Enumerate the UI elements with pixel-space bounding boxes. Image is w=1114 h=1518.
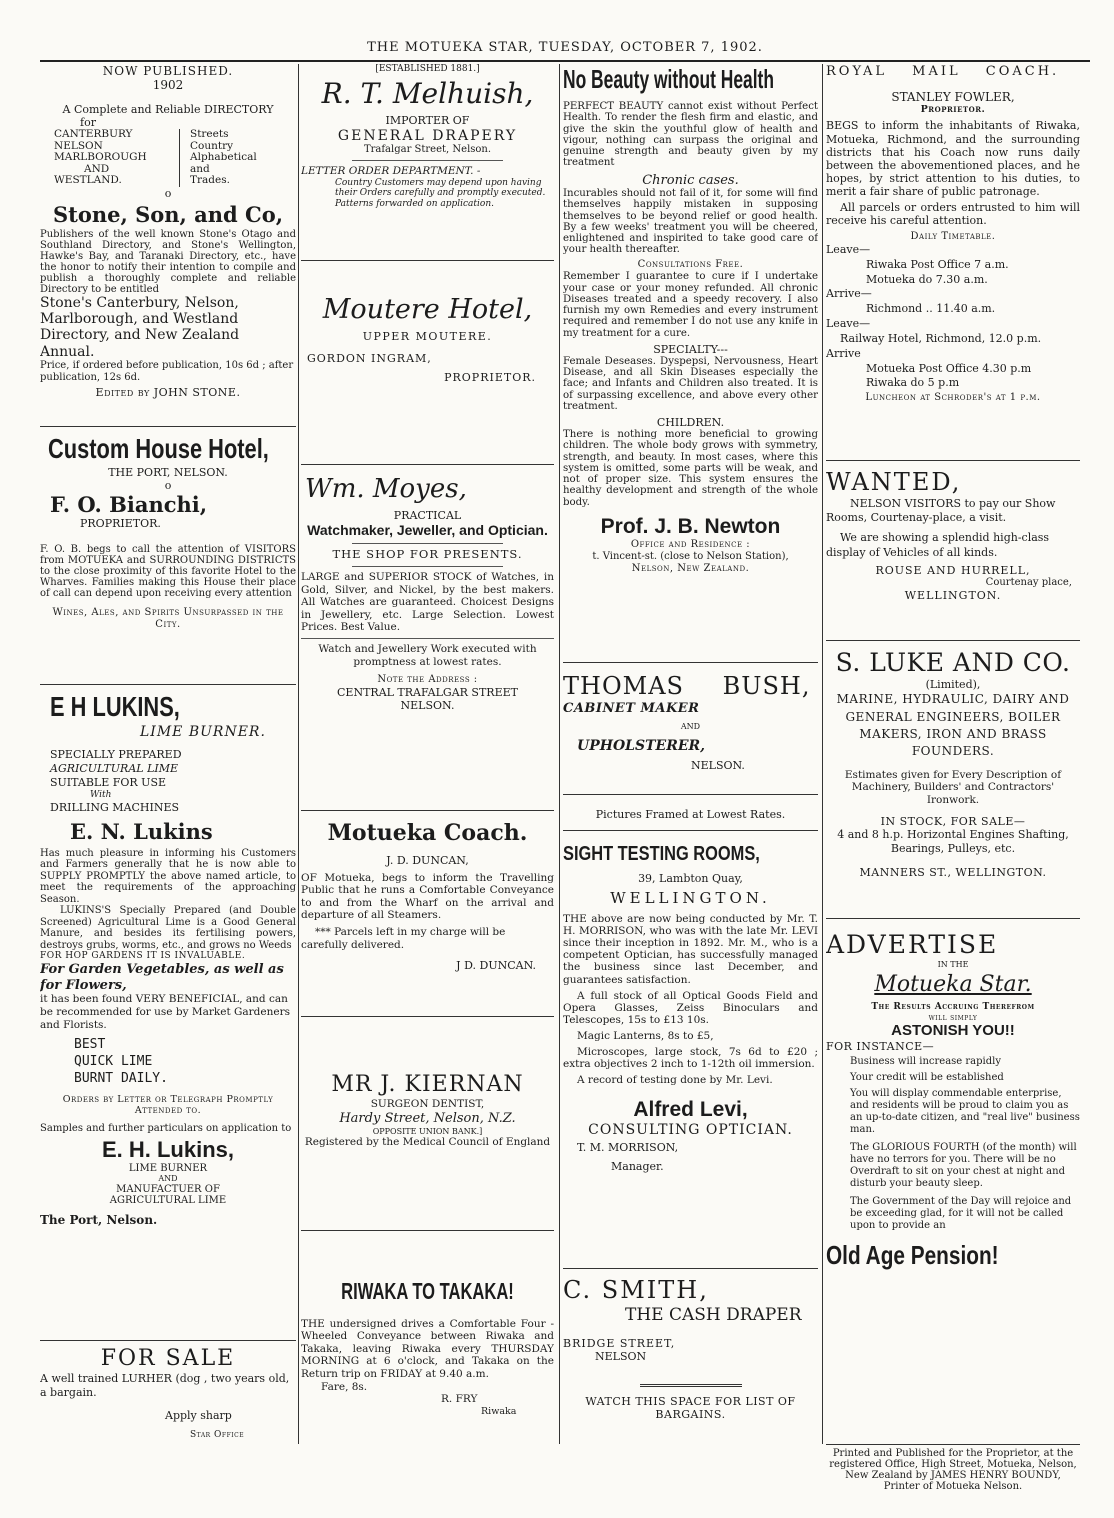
mail-time: Richmond .. 11.40 a.m. — [866, 302, 996, 316]
kiernan-address: Hardy Street, Nelson, N.Z. — [339, 1110, 516, 1126]
lukins-sig: AGRICULTURAL LIME — [109, 1195, 227, 1207]
moyes-city: NELSON. — [400, 699, 455, 713]
lukins-sig: AND — [158, 1174, 178, 1184]
kiernan-name: MR J. KIERNAN — [331, 1072, 524, 1097]
newton-office: Office and Residence : — [630, 538, 751, 550]
feature: Alphabetical — [190, 151, 257, 164]
coach-body: OF Motueka, begs to inform the Travelling Public that he runs a Comfortable Conveyance to and from the Wharf on the arrival and departure of all Steamers. — [301, 871, 554, 922]
directory-body: Publishers of the well known Stone's Otago and Southland Directory, and Stone's Wellington, Hawke's Bay, and Taranaki Directory, etc., have the honor to notify their intention to compile and publish a thoroughly complete and reliable Directory to be entitled — [40, 229, 296, 296]
levi-title: CONSULTING OPTICIAN. — [588, 1121, 793, 1138]
bush-trade-2: UPHOLSTERER, — [577, 737, 706, 754]
rule — [40, 684, 296, 685]
hotel-body: F. O. B. begs to call the attention of VISITORS from MOTUEKA and SURROUNDING DISTRICTS to the close proximity of this favorite Hotel to the Wharves. Families making this House their place of call can depend upon receiving every attention — [40, 544, 296, 600]
feature: Country — [190, 139, 234, 152]
printed-imprint — [826, 1448, 1080, 1518]
moyes-name: Wm. Moyes, — [305, 474, 467, 504]
mail-arrive: Arrive— — [826, 287, 872, 301]
melhuish-body: Country Customers may depend upon having their Orders carefully and promptly executed. Patterns forwarded on application. — [335, 177, 546, 209]
lukins-trade: LIME BURNER. — [140, 723, 266, 740]
bush-name: THOMAS BUSH, — [563, 672, 811, 700]
advertise-line: Business will increase rapidly — [850, 1055, 1001, 1067]
melhuish-address: Trafalgar Street, Nelson. — [363, 144, 492, 156]
region: MARLBOROUGH — [54, 151, 147, 164]
coach-ad — [301, 820, 554, 1020]
newton-chronic: Chronic cases. — [642, 172, 739, 188]
rule — [826, 460, 1080, 461]
kiernan-opposite: OPPOSITE UNION BANK.] — [372, 1126, 483, 1136]
printed-text: Printed and Published for the Proprietor, at the registered Office, High Street, Motueka, Nelson, New Zealand by JAMES HENRY BOUNDY, Printer of Motueka Nelson. — [829, 1448, 1077, 1492]
lukins-orders: Orders by Letter or Telegraph Promptly Attended to. — [62, 1093, 274, 1117]
proprietor-name: F. O. Bianchi, — [50, 491, 208, 517]
wanted-body-1: NELSON VISITORS to pay our Show Rooms, Courtenay-place, a visit. — [826, 496, 1056, 525]
sight-ad — [563, 842, 818, 1282]
mail-time: Motueka Post Office 4.30 p.m — [866, 361, 1032, 375]
sight-address: 39, Lambton Quay, — [638, 872, 743, 885]
newton-title: No Beauty without Health — [563, 64, 774, 94]
kiernan-ad — [301, 1072, 554, 1232]
moyes-note: Note the Address : — [377, 674, 478, 686]
newton-consult: Consultations Free. — [637, 259, 744, 271]
smith-address: BRIDGE STREET, — [563, 1337, 676, 1351]
luke-engines: 4 and 8 h.p. Horizontal Engines Shafting, Bearings, Pulleys, etc. — [837, 827, 1069, 856]
mail-lunch: Luncheon at Schroder's at 1 p.m. — [865, 392, 1041, 404]
rule — [352, 566, 504, 567]
moyes-body: LARGE and SUPERIOR STOCK of Watches, in Gold, Silver, and Nickel, by the best makers. All Watches are guaranteed. Choicest Designs in Jewellery, etc. Large Selection. Lowest Prices. Best Value. — [301, 570, 554, 634]
lukins-best: BEST — [74, 1037, 106, 1053]
custom-house-ad — [40, 432, 296, 682]
newton-body-1: PERFECT BEAUTY cannot exist without Perfect Health. To render the flesh firm and elastic, and give the skin the youthful glow of health and vigour, nothing can surpass the original and genuine strength and beauty given by my treatment — [563, 101, 818, 169]
luke-trades: MARINE, HYDRAULIC, DAIRY AND GENERAL ENGINEERS, BOILER MAKERS, IRON AND BRASS FOUNDERS. — [836, 692, 1070, 759]
luke-address: MANNERS ST., WELLINGTON. — [859, 866, 1047, 880]
riwaka-ad — [301, 1278, 554, 1448]
riwaka-body: THE undersigned drives a Comfortable Four - Wheeled Conveyance between Riwaka and Takaka, leaving Riwaka every THURSDAY MORNING at 6 o'clock, and Takaka on the Return trip on FRIDAY at 9.40 a.m. — [301, 1317, 554, 1380]
riwaka-sig: R. FRY — [441, 1393, 478, 1406]
established: [ESTABLISHED 1881.] — [375, 64, 480, 74]
wanted-title: WANTED, — [826, 468, 962, 496]
hotel-name: Custom House Hotel, — [48, 433, 269, 464]
lukins-line: DRILLING MACHINES — [50, 800, 180, 814]
moyes-address: CENTRAL TRAFALGAR STREET — [337, 686, 518, 700]
luke-limited: (Limited), — [925, 678, 981, 691]
advertise-title: ADVERTISE — [826, 930, 999, 959]
advertise-in-the: IN THE — [937, 960, 969, 969]
advertise-paper: Motueka Star. — [874, 971, 1032, 997]
sight-body-2: A full stock of all Optical Goods Field and Opera Glasses, Zeiss Binoculars and Telescopes, 15s to £13 10s. — [563, 989, 818, 1026]
for-sale-title: FOR SALE — [100, 1346, 236, 1371]
kiernan-registered: Registered by the Medical Council of England — [304, 1136, 551, 1149]
column-rule — [822, 64, 823, 1444]
mail-proprietor: Proprietor. — [920, 103, 986, 115]
column-rule — [559, 64, 560, 1444]
mail-timetable: Daily Timetable. — [910, 230, 996, 242]
divider: o — [164, 478, 172, 492]
coach-parcels: *** Parcels left in my charge will be carefully delivered. — [301, 925, 506, 951]
region: NELSON — [54, 139, 103, 152]
lukins-line: AGRICULTURAL LIME — [50, 762, 179, 776]
mail-title: ROYAL MAIL COACH. — [826, 64, 1060, 79]
newton-ad — [563, 64, 818, 654]
lukins-line: SUITABLE FOR USE — [50, 775, 167, 789]
bush-trade-1: CABINET MAKER — [563, 700, 700, 716]
luke-name: S. LUKE AND CO. — [835, 648, 1071, 677]
lukins-line: SPECIALLY PREPARED — [50, 748, 182, 762]
newton-city: Nelson, New Zealand. — [631, 562, 750, 574]
directory-editor: Edited by JOHN STONE. — [95, 385, 241, 399]
mail-owner: STANLEY FOWLER, — [891, 89, 1015, 104]
feature: Streets — [190, 128, 229, 141]
firm-name: Stone, Son, and Co, — [52, 202, 284, 228]
newton-name: Prof. J. B. Newton — [600, 514, 781, 538]
lukins-port: The Port, Nelson. — [40, 1212, 158, 1227]
divider: o — [164, 186, 172, 200]
coach-name: Motueka Coach. — [327, 820, 528, 846]
rule — [301, 638, 554, 639]
hotel-footer: Wines, Ales, and Spirits Unsurpassed in the City. — [52, 607, 284, 631]
rule — [301, 260, 554, 261]
lukins-name: E H LUKINS, — [50, 691, 180, 722]
rule — [563, 830, 818, 831]
mail-time: Riwaka Post Office 7 a.m. — [866, 257, 1009, 271]
lukins-hop: FOR HOP GARDENS IT IS INVALUABLE. — [40, 951, 246, 962]
directory-price: Price, if ordered before publication, 10s 6d ; after publication, 12s 6d. — [40, 359, 294, 383]
masthead: THE MOTUEKA STAR, TUESDAY, OCTOBER 7, 1902. — [367, 40, 763, 55]
advertise-line: The Government of the Day will rejoice and be exceeding glad, for it will not be called upon to provide an — [850, 1195, 1072, 1231]
wanted-ad — [826, 468, 1080, 638]
lukins-sig: MANUFACTUER OF — [116, 1183, 220, 1195]
advertise-line: The GLORIOUS FOURTH (of the month) will have no terrors for you. There will be no Overdraft to sit on your chest at night and disturb your beauty sleep. — [850, 1141, 1077, 1189]
bush-and: AND — [680, 722, 701, 732]
for-sale-body: A well trained LURHER (dog , two years old, a bargain. — [40, 1372, 290, 1399]
rule — [352, 543, 504, 544]
directory-ad — [40, 64, 296, 424]
mail-leave: Leave— — [826, 317, 871, 331]
region: CANTERBURY — [54, 128, 133, 141]
rule — [301, 1230, 554, 1231]
smith-ad — [563, 1276, 818, 1466]
bush-city: NELSON. — [691, 758, 745, 772]
sight-body-3: Magic Lanterns, 8s to £5, — [577, 1029, 714, 1042]
smith-watch: WATCH THIS SPACE FOR LIST OF BARGAINS. — [585, 1394, 796, 1421]
advertise-will: will simply — [928, 1012, 978, 1022]
melhuish-importer: IMPORTER OF — [385, 114, 470, 128]
for-sale-office: Star Office — [190, 1429, 245, 1440]
directory-title: Stone's Canterbury, Nelson, Marlborough, and Westland Directory, and New Zealand Annual. — [40, 295, 240, 360]
manager-label: Manager. — [611, 1159, 664, 1173]
newton-address: t. Vincent-st. (close to Nelson Station), — [592, 550, 789, 562]
sight-body-1: THE above are now being conducted by Mr. T. H. MORRISON, who was with the late Mr. LEVI since their inception in 1892. Mr. M., who is a competent Optician, has successfully managed the business since last December, and guarantees satisfaction. — [563, 913, 818, 986]
moutere-proprietor: PROPRIETOR. — [444, 370, 536, 384]
lukins-body-2: LUKINS'S Specially Prepared (and Double Screened) Agricultural Lime is a Good General Manure, and besides its fertilising powers, destroys grubs, worms, etc., and grows no Weeds — [40, 905, 296, 951]
moutere-owner: GORDON INGRAM, — [307, 351, 432, 365]
hotel-location: THE PORT, NELSON. — [108, 465, 228, 479]
rule — [40, 1340, 296, 1341]
mail-time: Motueka do 7.30 a.m. — [866, 272, 988, 286]
rule — [826, 918, 1080, 919]
wanted-body-2: We are showing a splendid high-class display of Vehicles of all kinds. — [826, 531, 1050, 559]
kiernan-title: SURGEON DENTIST, — [370, 1098, 485, 1111]
rule — [826, 640, 1080, 641]
luke-stock: IN STOCK, FOR SALE— — [880, 814, 1026, 828]
mail-body: BEGS to inform the inhabitants of Riwaka, Motueka, Richmond, and the surrounding districts that his Coach now runs daily between the abovementioned places, and he hopes, by strict attention to his duties, to merit a fair share of public patronage. — [826, 119, 1080, 199]
newton-body-4: Female Deseases. Dyspepsi, Nervousness, Heart Disease, and all Skin Diseases especially the face; and Infants and Children also treated. It is of surpassing excellence, and above every other treatment. — [563, 355, 818, 412]
rule — [826, 1444, 1080, 1445]
lukins-name-2: E. N. Lukins — [70, 818, 213, 844]
region: AND — [84, 162, 110, 175]
bush-pictures: Pictures Framed at Lowest Rates. — [595, 808, 786, 821]
moutere-location: UPPER MOUTERE. — [362, 330, 493, 344]
mail-time: Riwaka do 5 p.m — [866, 376, 960, 390]
directory-year: 1902 — [152, 78, 184, 93]
advertise-ad — [826, 930, 1080, 1440]
riwaka-place: Riwaka — [481, 1405, 517, 1417]
coach-owner: J. D. DUNCAN, — [386, 854, 469, 868]
rule — [352, 160, 504, 161]
rule — [563, 662, 818, 663]
advertise-line: Your credit will be established — [850, 1071, 1004, 1083]
rule — [563, 1268, 818, 1269]
for-sale-apply: Apply sharp — [165, 1408, 232, 1422]
luke-estimates: Estimates given for Every Description of Machinery, Builders' and Contractors' Ironwork. — [844, 768, 1062, 806]
lukins-garden-rest: it has been found VERY BENEFICIAL, and can be recommended for use by Market Gardeners and Florists. — [40, 993, 291, 1031]
lukins-samples: Samples and further particulars on application to — [40, 1122, 292, 1134]
moutere-name: Moutere Hotel, — [322, 294, 533, 325]
lukins-line: With — [90, 789, 112, 800]
mail-time: Railway Hotel, Richmond, 12.0 p.m. — [840, 331, 1042, 345]
newton-body-3: Remember I guarantee to cure if I undertake your case or your money refunded. All chronic Diseases treated and a speedy recovery. I also furnish my own Remedies and every instrument required and remember I do not use any knife in my treatment for a cure. — [563, 271, 818, 339]
sight-body-5: A record of testing done by Mr. Levi. — [577, 1074, 773, 1087]
feature: and — [190, 162, 210, 175]
melhuish-dept: LETTER ORDER DEPARTMENT. - — [301, 165, 481, 178]
rule — [563, 794, 818, 795]
moyes-shop: THE SHOP FOR PRESENTS. — [332, 547, 523, 562]
sight-body-4: Microscopes, large stock, 7s 6d to £20 ; extra objectives 2 inch to 1-12th oil immersion. — [563, 1046, 818, 1071]
riwaka-title: RIWAKA TO TAKAKA! — [341, 1278, 514, 1304]
proprietor-label: PROPRIETOR. — [80, 517, 161, 531]
bush-pictures-box — [563, 808, 818, 828]
moyes-ad — [301, 474, 554, 814]
advertise-results: The Results Accruing Therefrom — [871, 1001, 1035, 1012]
rule — [40, 426, 296, 427]
luke-ad — [826, 648, 1080, 908]
wanted-firm: ROUSE AND HURRELL, — [875, 563, 1031, 577]
now-published: NOW PUBLISHED. — [102, 64, 234, 78]
lukins-best: BURNT DAILY. — [74, 1070, 168, 1086]
lukins-body: Has much pleasure in informing his Customers and Farmers generally that he is now able to SUPPLY PROMPTLY the above named article, to meet the requirements of the approaching Season. — [40, 847, 296, 905]
moyes-practical: PRACTICAL — [393, 509, 462, 523]
coach-sig: J D. DUNCAN. — [456, 959, 536, 973]
directory-for: for — [80, 115, 96, 129]
sight-city: WELLINGTON. — [610, 889, 771, 908]
advertise-line: You will display commendable enterprise, and residents will be proud to claim you as an up-to-date citizen, and "real live" business man. — [850, 1087, 1080, 1135]
moutere-ad — [301, 294, 554, 464]
moyes-trade: Watchmaker, Jeweller, and Optician. — [307, 522, 548, 539]
rule — [301, 1016, 554, 1017]
melhuish-name: R. T. Melhuish, — [321, 76, 534, 110]
advertise-instance: FOR INSTANCE— — [826, 1040, 935, 1054]
newton-specialty: SPECIALTY--- — [653, 342, 728, 356]
newton-body-5: There is nothing more beneficial to growing children. The whole body grows with symmetry, strength, and beauty. In most cases, where this system is omitted, some parts will be weak, and not of proper size. This system ensures the healthy development and strength of the whole body. — [563, 429, 818, 508]
wanted-city: WELLINGTON. — [904, 589, 1002, 603]
smith-city: NELSON — [595, 1350, 647, 1364]
sight-title: SIGHT TESTING ROOMS, — [563, 843, 760, 865]
mail-coach-ad — [826, 64, 1080, 454]
lukins-best: QUICK LIME — [74, 1053, 153, 1069]
masthead-rule — [40, 60, 1090, 62]
directory-intro: A Complete and Reliable DIRECTORY — [62, 102, 274, 116]
region: WESTLAND. — [54, 174, 122, 187]
riwaka-fare: Fare, 8s. — [321, 1380, 368, 1393]
newton-body-2: Incurables should not fail of it, for some will find themselves happily mistaken in supposing themselves to be beyond relief or good health. By a few weeks' treatment you will be cheered, enlightened and inspirited to take good care of your health thereafter. — [563, 188, 818, 256]
levi-name: Alfred Levi, — [633, 1097, 748, 1121]
mail-leave: Leave— — [826, 242, 871, 256]
moyes-repair: Watch and Jewellery Work executed with promptness at lowest rates. — [318, 642, 537, 668]
for-sale-ad — [40, 1346, 296, 1456]
rule — [301, 810, 554, 811]
smith-name: C. SMITH, — [563, 1276, 709, 1304]
mail-parcels: All parcels or orders entrusted to him will receive his careful attention. — [826, 200, 1080, 227]
smith-trade: THE CASH DRAPER — [625, 1304, 802, 1325]
melhuish-ad — [301, 64, 554, 256]
advertise-pension: Old Age Pension! — [826, 1239, 999, 1270]
rule — [640, 1384, 742, 1387]
mail-arrive: Arrive — [826, 346, 861, 360]
melhuish-drapery: GENERAL DRAPERY — [337, 127, 518, 144]
advertise-astonish: ASTONISH YOU!! — [891, 1022, 1015, 1040]
manager-name: T. M. MORRISON, — [577, 1140, 679, 1154]
feature: Trades. — [190, 174, 230, 187]
lukins-name-3: E. H. Lukins, — [101, 1136, 235, 1162]
rule — [301, 464, 554, 465]
column-rule — [298, 64, 299, 1444]
newton-children: CHILDREN. — [656, 416, 725, 429]
lukins-sig: LIME BURNER — [128, 1162, 208, 1174]
lukins-garden: For Garden Vegetables, as well as for Flowers, — [40, 962, 284, 993]
lukins-ad — [40, 690, 296, 1340]
wanted-place: Courtenay place, — [985, 577, 1072, 589]
